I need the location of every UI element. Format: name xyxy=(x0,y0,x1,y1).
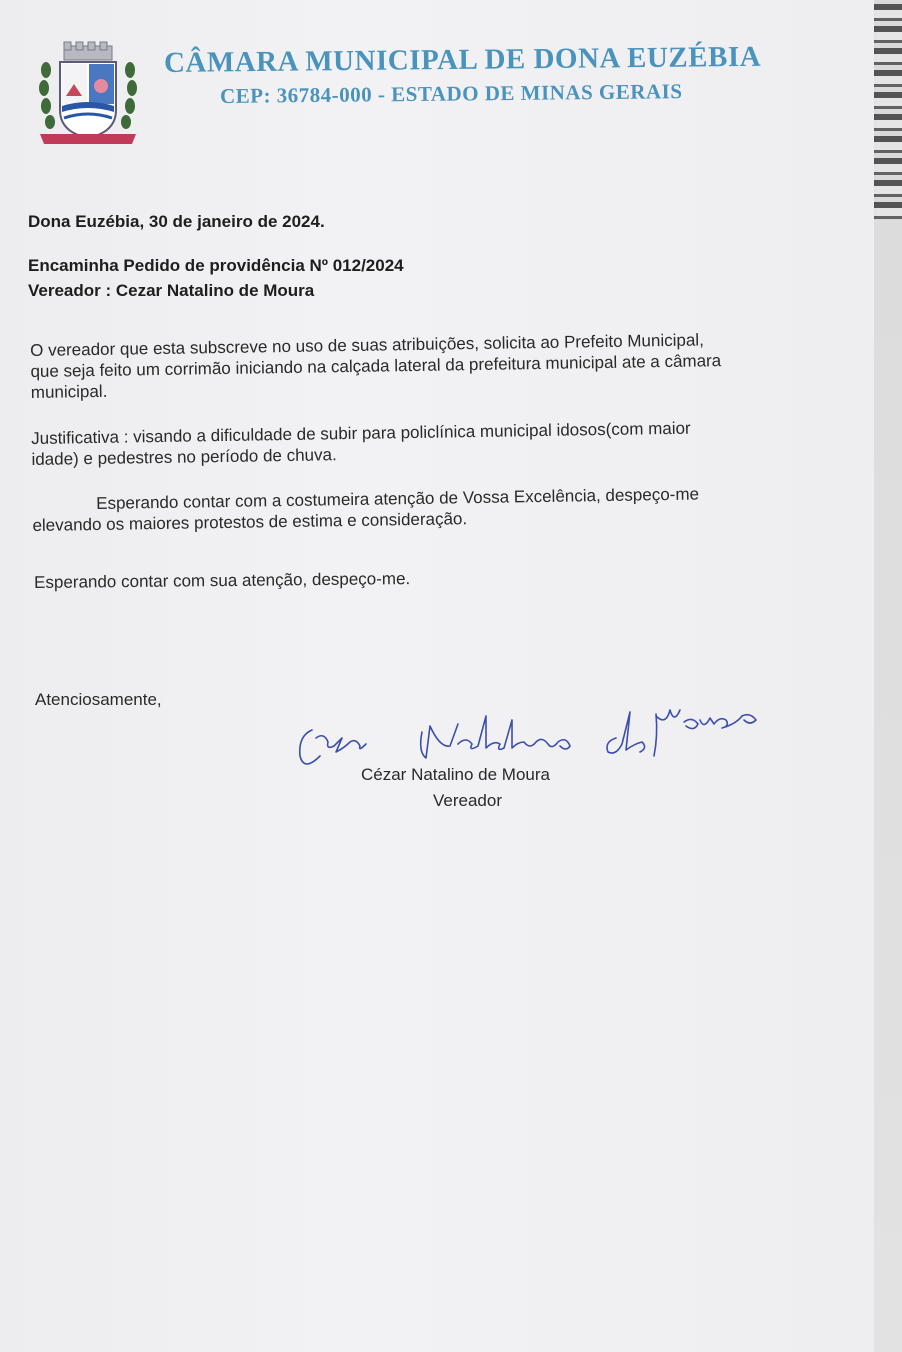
paragraph-line: idade) e pedestres no período de chuva. xyxy=(31,445,337,469)
request-paragraph xyxy=(30,329,722,403)
header-title: CÂMARA MUNICIPAL DE DONA EUZÉBIA xyxy=(163,40,762,79)
municipal-coat-of-arms-icon xyxy=(36,40,140,148)
header-subtitle: CEP: 36784-000 - ESTADO DE MINAS GERAIS xyxy=(219,79,683,108)
author-line: Vereador : Cezar Natalino de Moura xyxy=(28,281,315,300)
scanner-edge-lower xyxy=(874,220,902,1352)
signer-name: Cézar Natalino de Moura xyxy=(361,765,550,784)
paragraph-line: Justificativa : visando a dificuldade de subir para policlínica municipal idosos(com maior xyxy=(31,418,691,448)
paragraph-line: Esperando contar com a costumeira atenção de Vossa Excelência, despeço-me xyxy=(96,484,700,513)
paragraph-line: que seja feito um corrimão iniciando na calçada lateral da prefeitura municipal ate a câmara xyxy=(30,351,722,381)
courtesy-paragraph xyxy=(32,484,699,536)
signer-role: Vereador xyxy=(433,791,502,810)
paragraph-line: O vereador que esta subscreve no uso de suas atribuições, solicita ao Prefeito Municipal, xyxy=(30,330,704,360)
closing-paragraph xyxy=(34,568,410,593)
subject-line: Encaminha Pedido de providência Nº 012/2024 xyxy=(28,256,404,275)
date-line: Dona Euzébia, 30 de janeiro de 2024. xyxy=(28,212,325,231)
paragraph-line: municipal. xyxy=(30,381,108,402)
paragraph-line: elevando os maiores protestos de estima e consideração. xyxy=(32,509,468,535)
closing-salutation: Atenciosamente, xyxy=(35,690,162,709)
justification-paragraph xyxy=(31,418,691,470)
paragraph-line: Esperando contar com sua atenção, despeço-me. xyxy=(34,569,411,592)
